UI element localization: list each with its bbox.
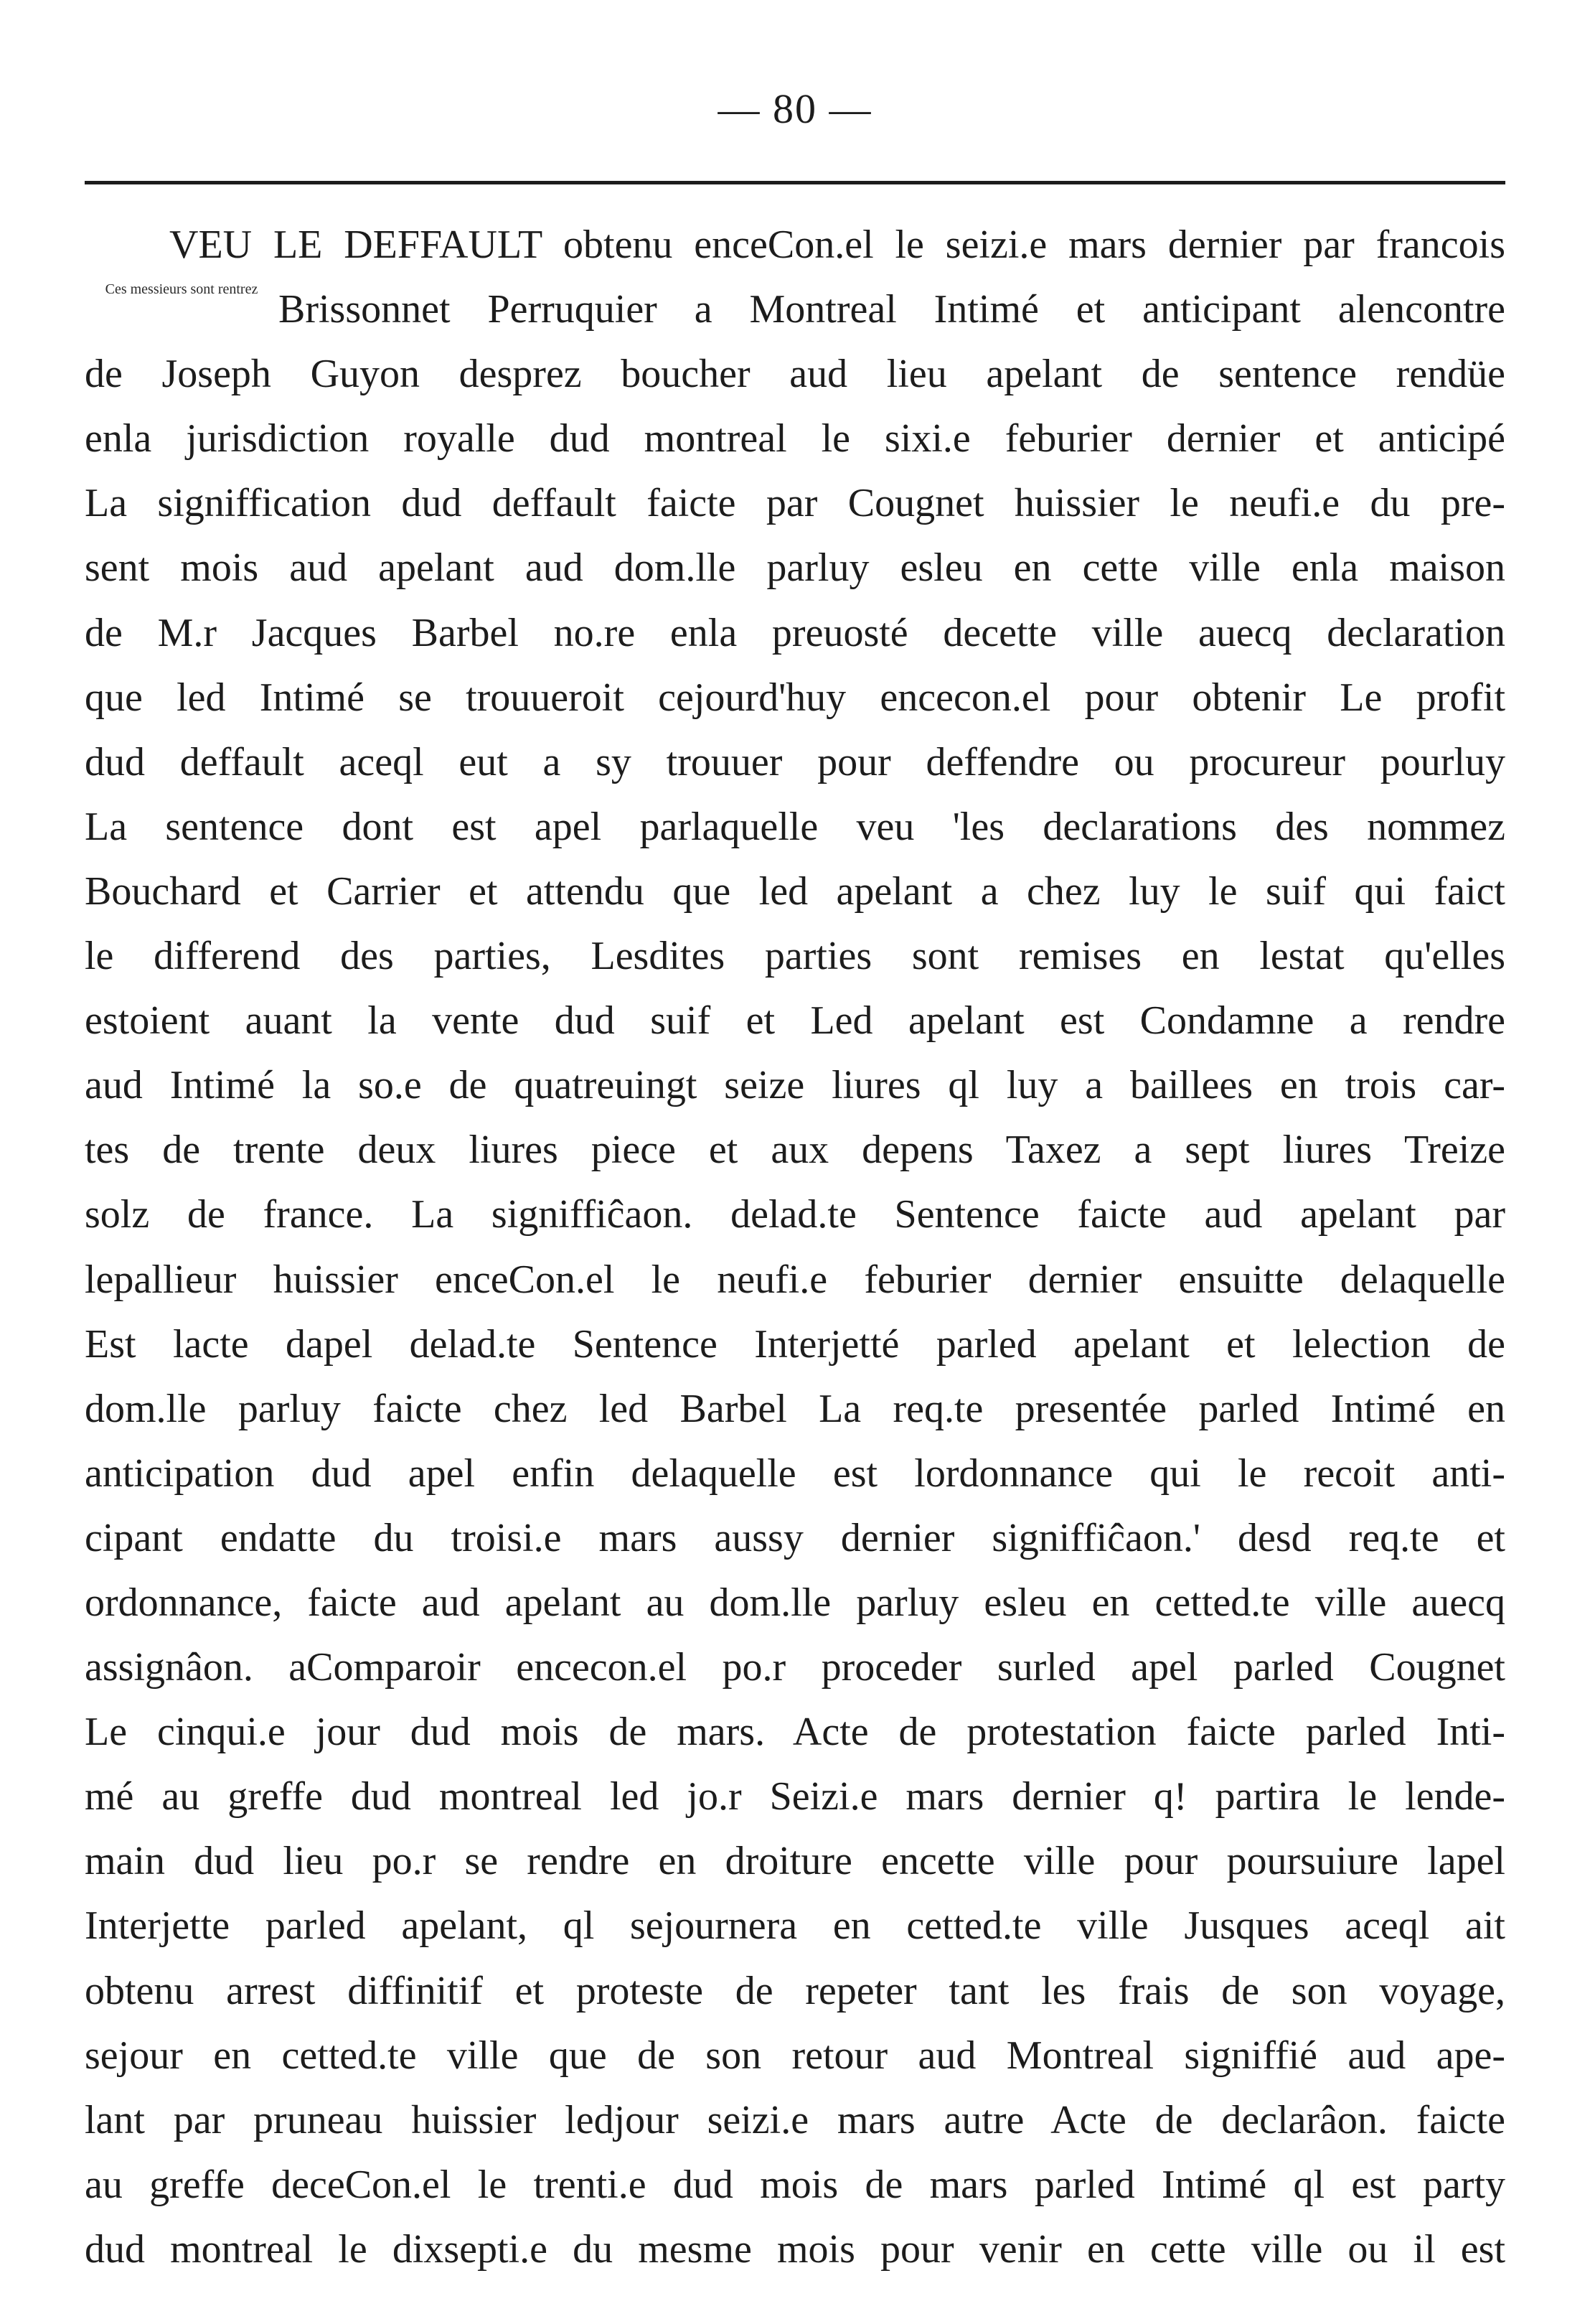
text-line: lant par pruneau huissier ledjour seizi.e mars autre Acte de declarâon. faicte [85,2097,1505,2142]
text-line: tes de trente deux liures piece et aux depens Taxez a sept liures Treize [85,1128,1505,1173]
text-line: Bouchard et Carrier et attendu que led apelant a chez luy le suif qui faict [85,868,1505,914]
text-line: Est lacte dapel delad.te Sentence Interjetté parled apelant et lelection de [85,1321,1505,1367]
page-number: — 80 — [718,85,872,132]
text-line: de Joseph Guyon desprez boucher aud lieu apelant de sentence rendüe [85,352,1505,397]
text-line: Interjette parled apelant, ql sejournera en cetted.te ville Jusques aceql ait [85,1903,1505,1949]
header-rule [85,181,1505,184]
text-line: ordonnance, faicte aud apelant au dom.lle parluy esleu en cetted.te ville auecq [85,1580,1505,1625]
text-line: obtenu arrest diffinitif et proteste de repeter tant les frais de son voyage, [85,1968,1505,2013]
text-line: estoient auant la vente dud suif et Led apelant est Condamne a rendre [85,998,1505,1044]
text-line: que led Intimé se trouueroit cejourd'huy encecon.el pour obtenir Le profit [85,675,1505,720]
text-line: VEU LE DEFFAULT obtenu enceCon.el le seizi.e mars dernier par francois [169,222,1505,267]
text-line: enla jurisdiction royalle dud montreal le sixi.e feburier dernier et anticipé [85,416,1505,461]
text-line: le differend des parties, Lesdites parties sont remises en lestat qu'elles [85,934,1505,979]
text-line: solz de france. La signiffiĉaon. delad.te Sentence faicte aud apelant par [85,1192,1505,1237]
text-line: Brissonnet Perruquier a Montreal Intimé et anticipant alencontre [278,287,1505,332]
text-line: de M.r Jacques Barbel no.re enla preuosté decette ville auecq declaration [85,610,1505,655]
text-line: Le cinqui.e jour dud mois de mars. Acte de protestation faicte parled Inti- [85,1710,1505,1755]
text-line: mé au greffe dud montreal led jo.r Seizi.e mars dernier q! partira le lende- [85,1774,1505,1819]
text-line: dud montreal le dixsepti.e du mesme mois pour venir en cette ville ou il est [85,2226,1505,2272]
text-line: cipant endatte du troisi.e mars aussy dernier signiffiĉaon.' desd req.te et [85,1515,1505,1560]
text-line: anticipation dud apel enfin delaquelle est lordonnance qui le recoit anti- [85,1451,1505,1496]
text-line: main dud lieu po.r se rendre en droiture encette ville pour poursuiure lapel [85,1839,1505,1884]
text-line: dud deffault aceql eut a sy trouuer pour deffendre ou procureur pourluy [85,739,1505,784]
text-line: La sentence dont est apel parlaquelle veu 'les declarations des nommez [85,804,1505,849]
text-line: au greffe deceCon.el le trenti.e dud mois de mars parled Intimé ql est party [85,2162,1505,2207]
margin-note: Ces messieurs sont rentrez [105,281,258,297]
document-body [85,212,1505,2282]
text-line: lepallieur huissier enceCon.el le neufi.e feburier dernier ensuitte delaquelle [85,1257,1505,1302]
text-line: dom.lle parluy faicte chez led Barbel La req.te presentée parled Intimé en [85,1386,1505,1431]
text-line: aud Intimé la so.e de quatreuingt seize liures ql luy a baillees en trois car- [85,1063,1505,1108]
text-line: La signiffication dud deffault faicte par Cougnet huissier le neufi.e du pre- [85,481,1505,526]
text-line: sent mois aud apelant aud dom.lle parluy esleu en cette ville enla maison [85,545,1505,591]
text-line: sejour en cetted.te ville que de son retour aud Montreal signiffié aud ape- [85,2033,1505,2078]
text-line: assignâon. aComparoir encecon.el po.r proceder surled apel parled Cougnet [85,1645,1505,1690]
